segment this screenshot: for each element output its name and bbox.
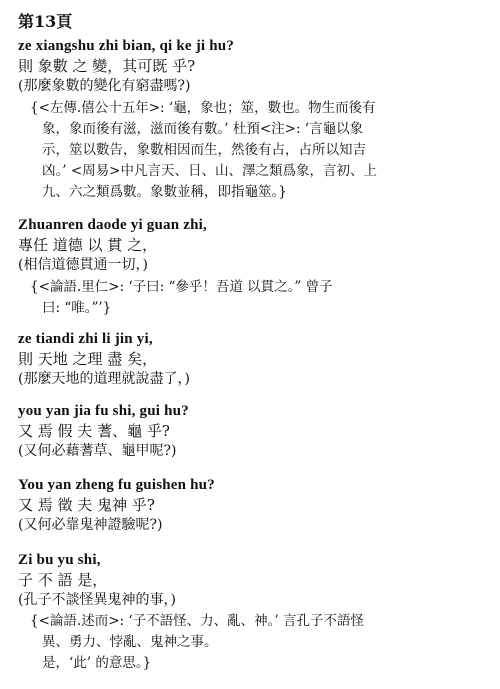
page-number: 第13頁 [18,12,73,31]
note-line: {<論語.述而>: ‘子不語怪、力、亂、神。’ 言孔子不語怪 [30,613,364,629]
note-line: {<論語.里仁>: ‘子曰: “參乎！吾道 以貫之。” 曾子 [30,279,333,295]
pinyin-line: You yan zheng fu guishen hu? [18,477,215,493]
note-line: {<左傳.僖公十五年>: ‘龜，象也；筮，數也。物生而後有 [30,100,376,116]
pinyin-line: ze xiangshu zhi bian, qi ke ji hu? [18,38,235,54]
note-line: 凶。’ <周易>中凡言天、日、山、澤之類爲象，言初、上 [42,163,377,179]
translation-line: (又何必靠鬼神證驗呢?) [18,517,163,533]
translation-line: (相信道德貫通一切，) [18,257,148,273]
annotation-note [18,611,478,674]
chinese-line: 專任 道德 以 貫 之， [18,236,158,254]
passage-section-4 [18,402,478,461]
note-line: 九、六之類爲數。象數並稱，即指龜筮。} [42,184,287,200]
passage-section-6 [18,551,478,674]
chinese-line: 則 天地 之理 盡 矣， [18,350,158,368]
annotation-note [18,277,478,319]
note-line: 異、勇力、悖亂、鬼神之事。 [42,634,218,650]
translation-line: (那麼象數的變化有窮盡嗎?) [18,78,191,94]
pinyin-line: Zhuanren daode yi guan zhi, [18,217,207,233]
pinyin-line: ze tiandi zhi li jin yi, [18,331,153,347]
translation-line: (孔子不談怪異鬼神的事，) [18,592,176,608]
translation-line: (那麼天地的道理就說盡了，) [18,371,190,387]
note-line: 示，筮以數告，象數相因而生，然後有占，占所以知吉 [42,142,366,158]
passage-section-5 [18,476,478,535]
annotation-note [18,98,478,203]
note-line: 曰: “唯。”’} [42,300,112,316]
passage-section-2 [18,216,478,319]
pinyin-line: you yan jia fu shi, gui hu? [18,403,189,419]
chinese-line: 則 象數 之 變，其可既 乎? [18,57,196,75]
note-line: 象，象而後有滋，滋而後有數。’ 杜預<注>: ‘言龜以象 [42,121,364,137]
chinese-line: 子 不 語 是， [18,571,108,589]
passage-section-3 [18,330,478,389]
chinese-line: 又 焉 假 夫 蓍、龜 乎? [18,422,170,440]
pinyin-line: Zi bu yu shi, [18,552,101,568]
note-line: 是，‘此’ 的意思。} [42,655,152,671]
passage-section-1 [18,37,478,203]
translation-line: (又何必藉蓍草、龜甲呢?) [18,443,177,459]
chinese-line: 又 焉 徵 夫 鬼神 乎? [18,496,155,514]
